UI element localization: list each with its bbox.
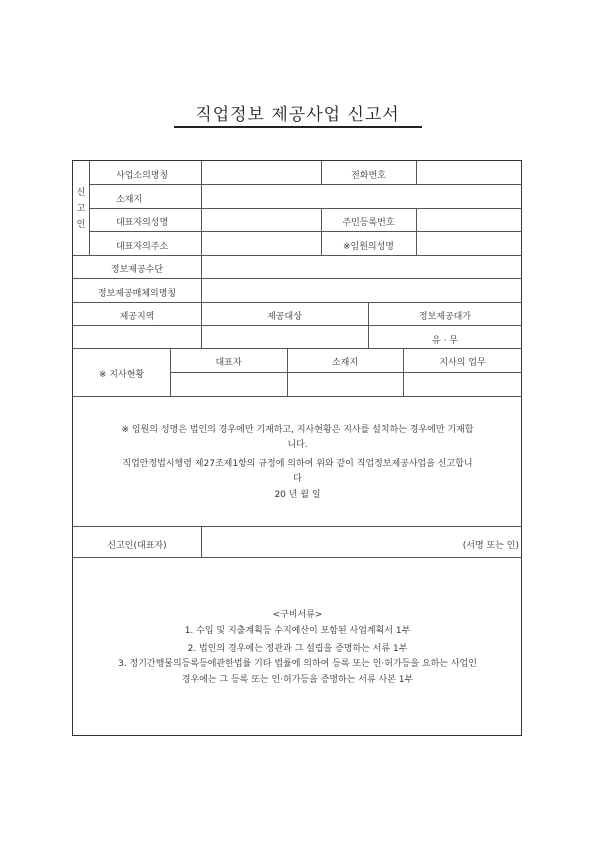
branch-rep-label: 대표자 — [215, 358, 242, 368]
notice-line: ※ 임원의 성명은 법인의 경우에만 기재하고, 지사현황은 지사를 설치하는 경우에만 기재합 — [121, 425, 474, 435]
col-divider — [416, 208, 417, 255]
branch-location-label: 소재지 — [331, 358, 359, 368]
notice-line: 니다. — [287, 440, 308, 450]
row-divider — [73, 278, 522, 279]
document-item: 2. 법인의 경우에는 정관과 그 설립을 증명하는 서류 1부 — [187, 644, 408, 654]
row-divider — [73, 302, 522, 303]
notice-line: 다 — [293, 474, 302, 484]
officer-name-label: ※임원의성명 — [342, 242, 394, 252]
col-divider — [201, 255, 202, 348]
row-divider — [73, 348, 522, 349]
documents-header: <구비서류> — [272, 610, 323, 620]
reporter-label-char: 신 — [76, 188, 86, 198]
branch-status-label: ※ 지사현황 — [98, 370, 145, 380]
row-divider — [73, 396, 522, 397]
report-date: 20 년 월 일 — [274, 490, 321, 500]
region-label: 제공지역 — [119, 312, 155, 322]
location-label: 소재지 — [116, 195, 143, 205]
resident-no-label: 주민등록번호 — [342, 218, 395, 228]
business-name-label: 사업소의명칭 — [116, 171, 169, 181]
branch-duty-label: 지사의 업무 — [439, 358, 486, 368]
row-divider — [89, 208, 522, 209]
form-table — [72, 160, 522, 736]
row-divider — [89, 231, 522, 232]
document-item: 경우에는 그 등록 또는 인·허가등을 증명하는 서류 사본 1부 — [181, 675, 414, 685]
col-divider — [201, 526, 202, 557]
document-item: 3. 정기간행물의등록등에관한법률 기타 법률에 의하여 등록 또는 인·허가등을 요하는 사업인 — [118, 659, 477, 669]
form-title: 직업정보 제공사업 신고서 — [195, 105, 400, 125]
reporter-label: 신고인(대표자) — [107, 541, 167, 551]
row-divider — [89, 184, 522, 185]
document-item: 1. 수입 및 지출계획등 수지예산이 포함된 사업계획서 1부 — [184, 626, 411, 636]
col-divider — [201, 161, 202, 255]
notice-line: 직업안정법시행령 제27조제1항의 규정에 의하여 위와 같이 직업정보제공사업을 신고합니 — [122, 459, 473, 469]
row-divider — [73, 325, 522, 326]
fee-label: 정보제공대가 — [418, 312, 472, 322]
target-label: 제공대상 — [267, 312, 302, 322]
row-divider — [170, 372, 522, 373]
row-divider — [73, 557, 522, 558]
reporter-label-char: 인 — [76, 220, 86, 230]
title-underline — [174, 126, 422, 128]
phone-label: 전화번호 — [351, 171, 386, 181]
reporter-label-char: 고 — [76, 204, 86, 214]
info-means-label: 정보제공수단 — [110, 265, 164, 275]
signature-text: (서명 또는 인) — [462, 541, 519, 551]
row-divider — [73, 526, 522, 527]
rep-address-label: 대표자의주소 — [116, 242, 169, 252]
rep-name-label: 대표자의성명 — [116, 218, 169, 228]
row-divider — [73, 255, 522, 256]
col-divider — [416, 161, 417, 184]
col-divider — [89, 161, 90, 255]
fee-value: 유 · 무 — [432, 336, 458, 346]
media-name-label: 정보제공매체의명칭 — [97, 289, 177, 299]
